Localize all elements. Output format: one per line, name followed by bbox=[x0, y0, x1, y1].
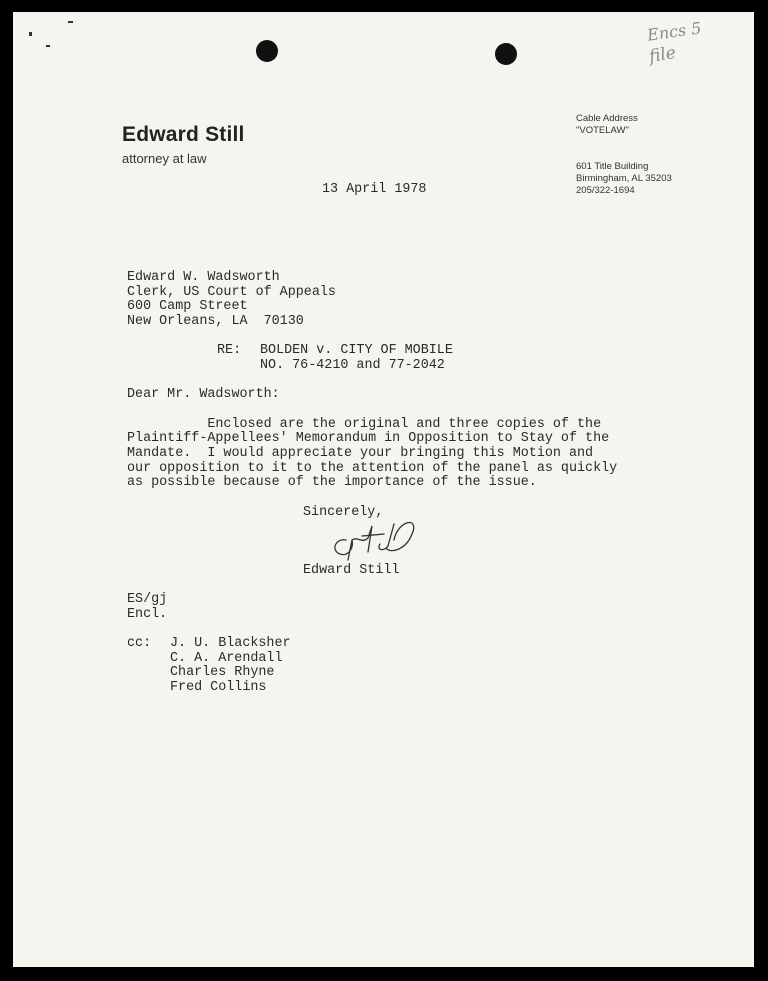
body-line: Mandate. I would appreciate your bringing this Motion and bbox=[127, 446, 594, 461]
address-line2: Birmingham, AL 35203 bbox=[576, 173, 672, 184]
recipient-line3: 600 Camp Street bbox=[127, 299, 248, 314]
letterhead-name: Edward Still bbox=[122, 123, 245, 146]
speck bbox=[46, 45, 50, 47]
letter-date: 13 April 1978 bbox=[322, 182, 427, 197]
recipient-line2: Clerk, US Court of Appeals bbox=[127, 285, 336, 300]
letterhead-tagline: attorney at law bbox=[122, 151, 207, 166]
letter-page bbox=[13, 12, 754, 967]
re-line1: BOLDEN v. CITY OF MOBILE bbox=[260, 343, 453, 358]
enclosure-note: Encl. bbox=[127, 607, 168, 622]
margin-note-line1: Encs 5 bbox=[645, 18, 703, 45]
cable-address-label: Cable Address bbox=[576, 113, 638, 124]
binder-hole-right bbox=[495, 43, 517, 65]
cc-name: C. A. Arendall bbox=[170, 651, 283, 666]
margin-note-line2: file bbox=[647, 42, 678, 68]
body-line: Enclosed are the original and three copies of the bbox=[127, 417, 602, 432]
typist-initials: ES/gj bbox=[127, 592, 168, 607]
re-line2: NO. 76-4210 and 77-2042 bbox=[260, 358, 445, 373]
cc-name: Charles Rhyne bbox=[170, 665, 275, 680]
body-line: as possible because of the importance of the issue. bbox=[127, 475, 537, 490]
body-line: our opposition to it to the attention of the panel as quickly bbox=[127, 461, 618, 476]
recipient-line4: New Orleans, LA 70130 bbox=[127, 314, 304, 329]
cc-name: Fred Collins bbox=[170, 680, 267, 695]
cc-label: cc: bbox=[127, 636, 152, 651]
cc-name: J. U. Blacksher bbox=[170, 636, 291, 651]
salutation: Dear Mr. Wadsworth: bbox=[127, 387, 280, 402]
speck bbox=[68, 21, 73, 23]
cable-address-value: "VOTELAW" bbox=[576, 125, 629, 136]
signature-scrawl bbox=[328, 510, 418, 562]
recipient-line1: Edward W. Wadsworth bbox=[127, 270, 280, 285]
phone-number: 205/322-1694 bbox=[576, 185, 635, 196]
re-label: RE: bbox=[217, 343, 242, 358]
address-line1: 601 Title Building bbox=[576, 161, 649, 172]
signer-name: Edward Still bbox=[303, 563, 400, 578]
closing: Sincerely, bbox=[303, 505, 384, 520]
binder-hole-left bbox=[256, 40, 278, 62]
body-line: Plaintiff-Appellees' Memorandum in Opposition to Stay of the bbox=[127, 431, 610, 446]
speck bbox=[29, 32, 32, 36]
